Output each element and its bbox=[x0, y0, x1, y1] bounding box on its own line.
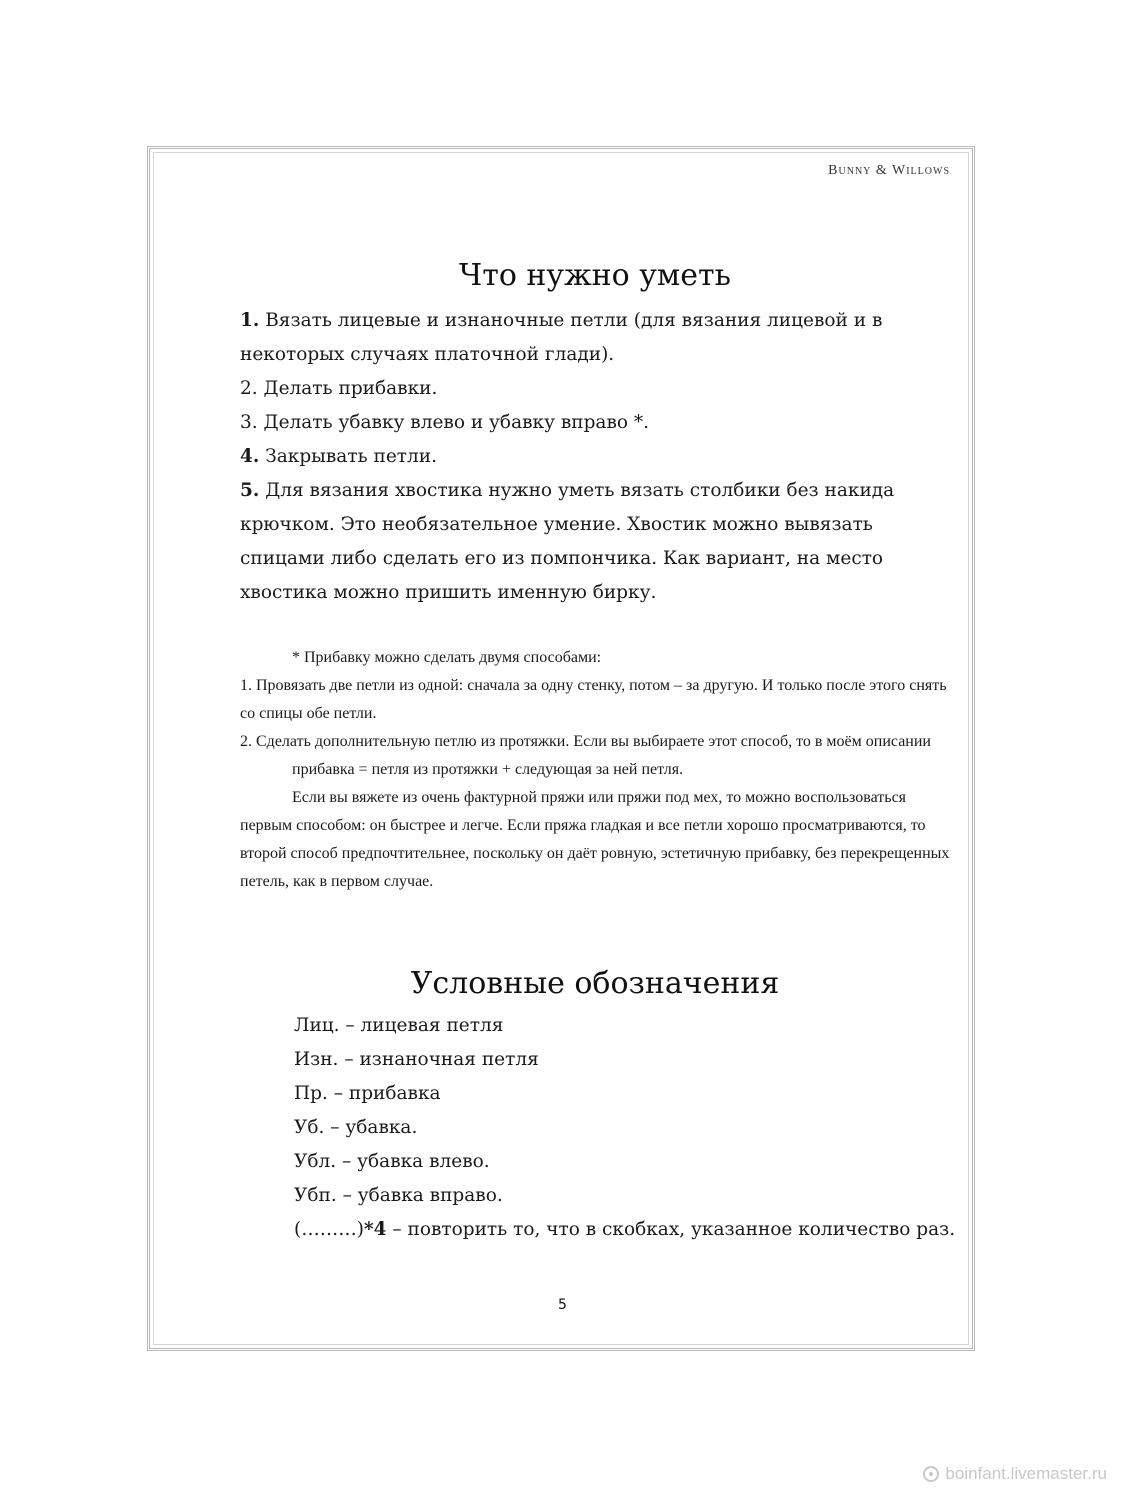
skill-number: 4. bbox=[240, 446, 260, 467]
legend-item bbox=[294, 1145, 954, 1179]
skill-item bbox=[240, 474, 952, 610]
skill-text: Вязать лицевые и изнаночные петли (для вязания лицевой и в некоторых случаях платочной глади). bbox=[240, 310, 883, 365]
section-title-skills: Что нужно уметь bbox=[459, 258, 731, 293]
legend-abbr: Изн. bbox=[294, 1049, 339, 1070]
legend-list bbox=[294, 1009, 954, 1247]
legend-text: – убавка вправо. bbox=[336, 1185, 503, 1206]
legend-item bbox=[294, 1179, 954, 1213]
skill-item bbox=[240, 440, 952, 474]
watermark-text: boinfant.livemaster.ru bbox=[945, 1464, 1107, 1483]
footnote-intro: * Прибавку можно сделать двумя способами: bbox=[292, 649, 602, 666]
skill-item bbox=[240, 372, 952, 406]
footnote-method-2: 2. Сделать дополнительную петлю из протяжки. Если вы выбираете этот способ, то в моём описании bbox=[240, 733, 931, 750]
skills-list bbox=[240, 304, 952, 610]
legend-text: – убавка влево. bbox=[336, 1151, 490, 1172]
skill-text: Для вязания хвостика нужно уметь вязать столбики без накида крючком. Это необязательное умение. Хвостик можно вывязать спицами либо сделать его из помпончика. Как вариант, на место хвостика можно пришить именную бирку. bbox=[240, 480, 895, 603]
skill-number: 5. bbox=[240, 480, 260, 501]
increase-footnote bbox=[240, 644, 952, 896]
skill-number: 1. bbox=[240, 310, 260, 331]
legend-repeat-text: – повторить то, что в скобках, указанное количество раз. bbox=[386, 1219, 956, 1240]
legend-item bbox=[294, 1043, 954, 1077]
footnote-advice: Если вы вяжете из очень фактурной пряжи или пряжи под мех, то можно воспользоваться первым способом: он быстрее и легче. Если пряжа гладкая и все петли хорошо просматриваются, то второй способ предпочтительнее, поскольку он даёт ровную, эстетичную прибавку, без перекрещенных петель, как в первом случае. bbox=[240, 789, 950, 890]
section-title-legend: Условные обозначения bbox=[410, 966, 780, 1001]
legend-text: – изнаночная петля bbox=[338, 1049, 539, 1070]
footnote-method-1: 1. Провязать две петли из одной: сначала за одну стенку, потом – за другую. И только после этого снять со спицы обе петли. bbox=[240, 677, 947, 722]
running-header: Bunny & Willows bbox=[828, 163, 950, 178]
skill-text: Делать убавку влево и убавку вправо *. bbox=[257, 412, 650, 433]
legend-text: – прибавка bbox=[327, 1083, 441, 1104]
legend-abbr: Уб. bbox=[294, 1117, 325, 1138]
legend-repeat-brackets: (………) bbox=[294, 1219, 364, 1240]
legend-item bbox=[294, 1077, 954, 1111]
skill-text: Закрывать петли. bbox=[259, 446, 438, 467]
footnote-formula: прибавка = петля из протяжки + следующая за ней петля. bbox=[292, 761, 684, 778]
livemaster-logo-icon bbox=[923, 1466, 939, 1482]
legend-repeat-multiplier: *4 bbox=[363, 1219, 387, 1240]
skill-number: 3. bbox=[240, 412, 258, 433]
legend-abbr: Убп. bbox=[294, 1185, 337, 1206]
skill-text: Делать прибавки. bbox=[257, 378, 438, 399]
skill-item bbox=[240, 406, 952, 440]
watermark bbox=[923, 1464, 1107, 1484]
legend-text: – убавка. bbox=[324, 1117, 418, 1138]
legend-item bbox=[294, 1009, 954, 1043]
skill-item bbox=[240, 304, 952, 372]
legend-abbr: Лиц. bbox=[294, 1015, 340, 1036]
legend-abbr: Пр. bbox=[294, 1083, 328, 1104]
page-number: 5 bbox=[558, 1297, 567, 1313]
legend-item bbox=[294, 1111, 954, 1145]
legend-repeat-item bbox=[294, 1213, 954, 1247]
skill-number: 2. bbox=[240, 378, 258, 399]
legend-text: – лицевая петля bbox=[339, 1015, 504, 1036]
legend-abbr: Убл. bbox=[294, 1151, 337, 1172]
